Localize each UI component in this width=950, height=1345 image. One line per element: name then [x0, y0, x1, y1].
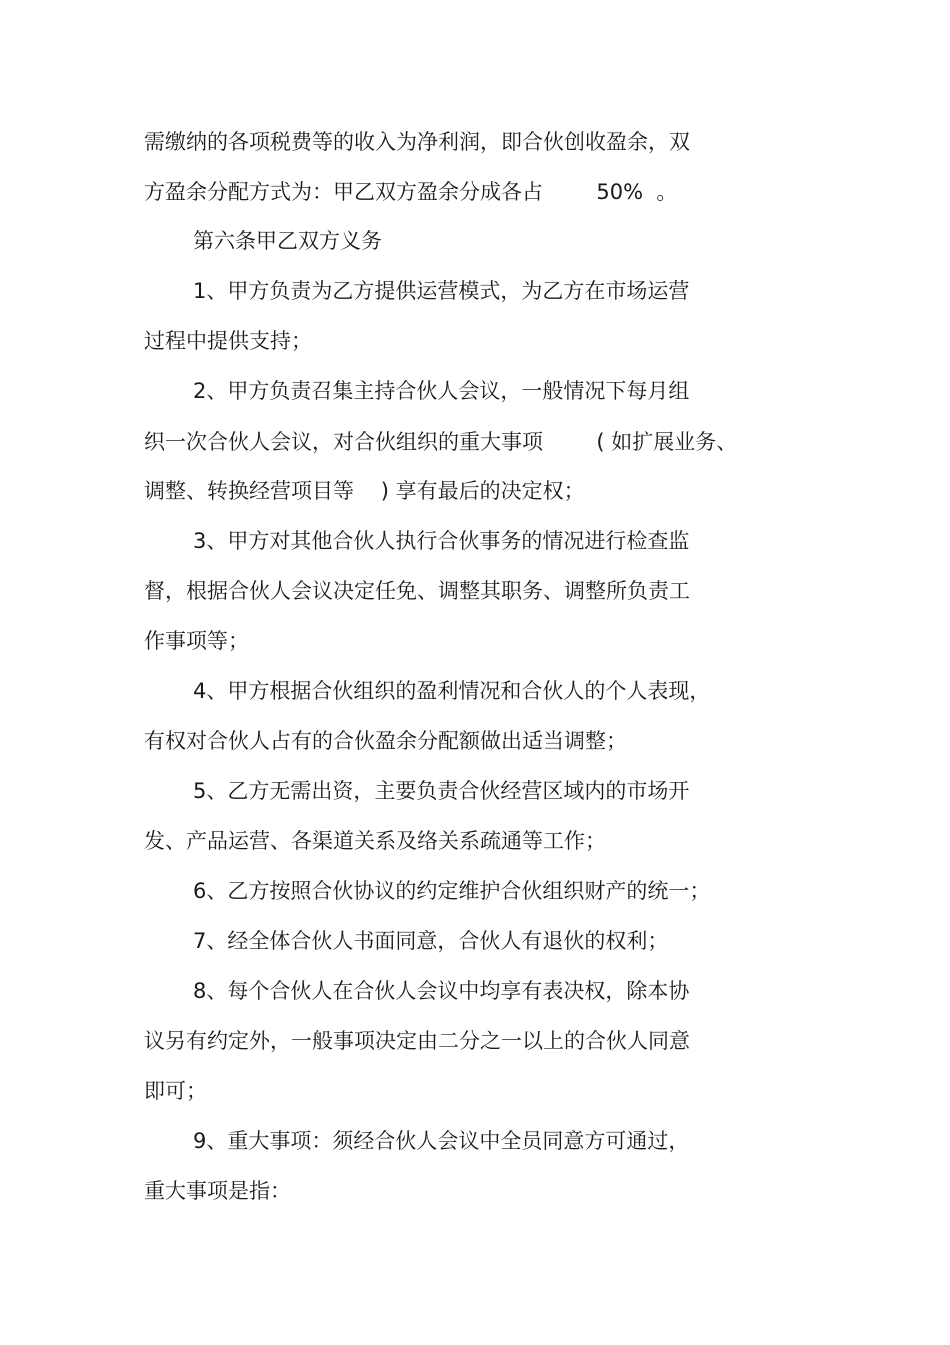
text-line: 即可； [144, 1079, 207, 1103]
text-line: 2、甲方负责召集主持合伙人会议，一般情况下每月组 [193, 379, 690, 403]
text-line: 织一次合伙人会议，对合伙组织的重大事项 ( 如扩展业务、 [144, 430, 738, 454]
text-line: 发、产品运营、各渠道关系及络关系疏通等工作； [144, 829, 606, 853]
text-line: 重大事项是指： [144, 1179, 291, 1203]
text-line: 8、每个合伙人在合伙人会议中均享有表决权，除本协 [193, 979, 690, 1003]
text-line: 3、甲方对其他合伙人执行合伙事务的情况进行检查监 [193, 529, 690, 553]
text-line: 4、甲方根据合伙组织的盈利情况和合伙人的个人表现， [193, 679, 711, 703]
text-line: 有权对合伙人占有的合伙盈余分配额做出适当调整； [144, 729, 627, 753]
text-line: 方盈余分配方式为：甲乙双方盈余分成各占 50% 。 [144, 180, 678, 204]
text-line: 6、乙方按照合伙协议的约定维护合伙组织财产的统一； [193, 879, 711, 903]
text-line: 5、乙方无需出资，主要负责合伙经营区域内的市场开 [193, 779, 690, 803]
text-line: 作事项等； [144, 629, 249, 653]
section-heading: 第六条甲乙双方义务 [193, 229, 382, 253]
text-line: 1、甲方负责为乙方提供运营模式，为乙方在市场运营 [193, 279, 690, 303]
text-line: 调整、转换经营项目等 ) 享有最后的决定权； [144, 479, 585, 503]
text-line: 需缴纳的各项税费等的收入为净利润，即合伙创收盈余，双 [144, 130, 690, 154]
text-line: 过程中提供支持； [144, 329, 312, 353]
text-line: 议另有约定外，一般事项决定由二分之一以上的合伙人同意 [144, 1029, 690, 1053]
text-line: 7、经全体合伙人书面同意，合伙人有退伙的权利； [193, 929, 669, 953]
text-line: 9、重大事项：须经合伙人会议中全员同意方可通过， [193, 1129, 690, 1153]
text-line: 督，根据合伙人会议决定任免、调整其职务、调整所负责工 [144, 579, 690, 603]
